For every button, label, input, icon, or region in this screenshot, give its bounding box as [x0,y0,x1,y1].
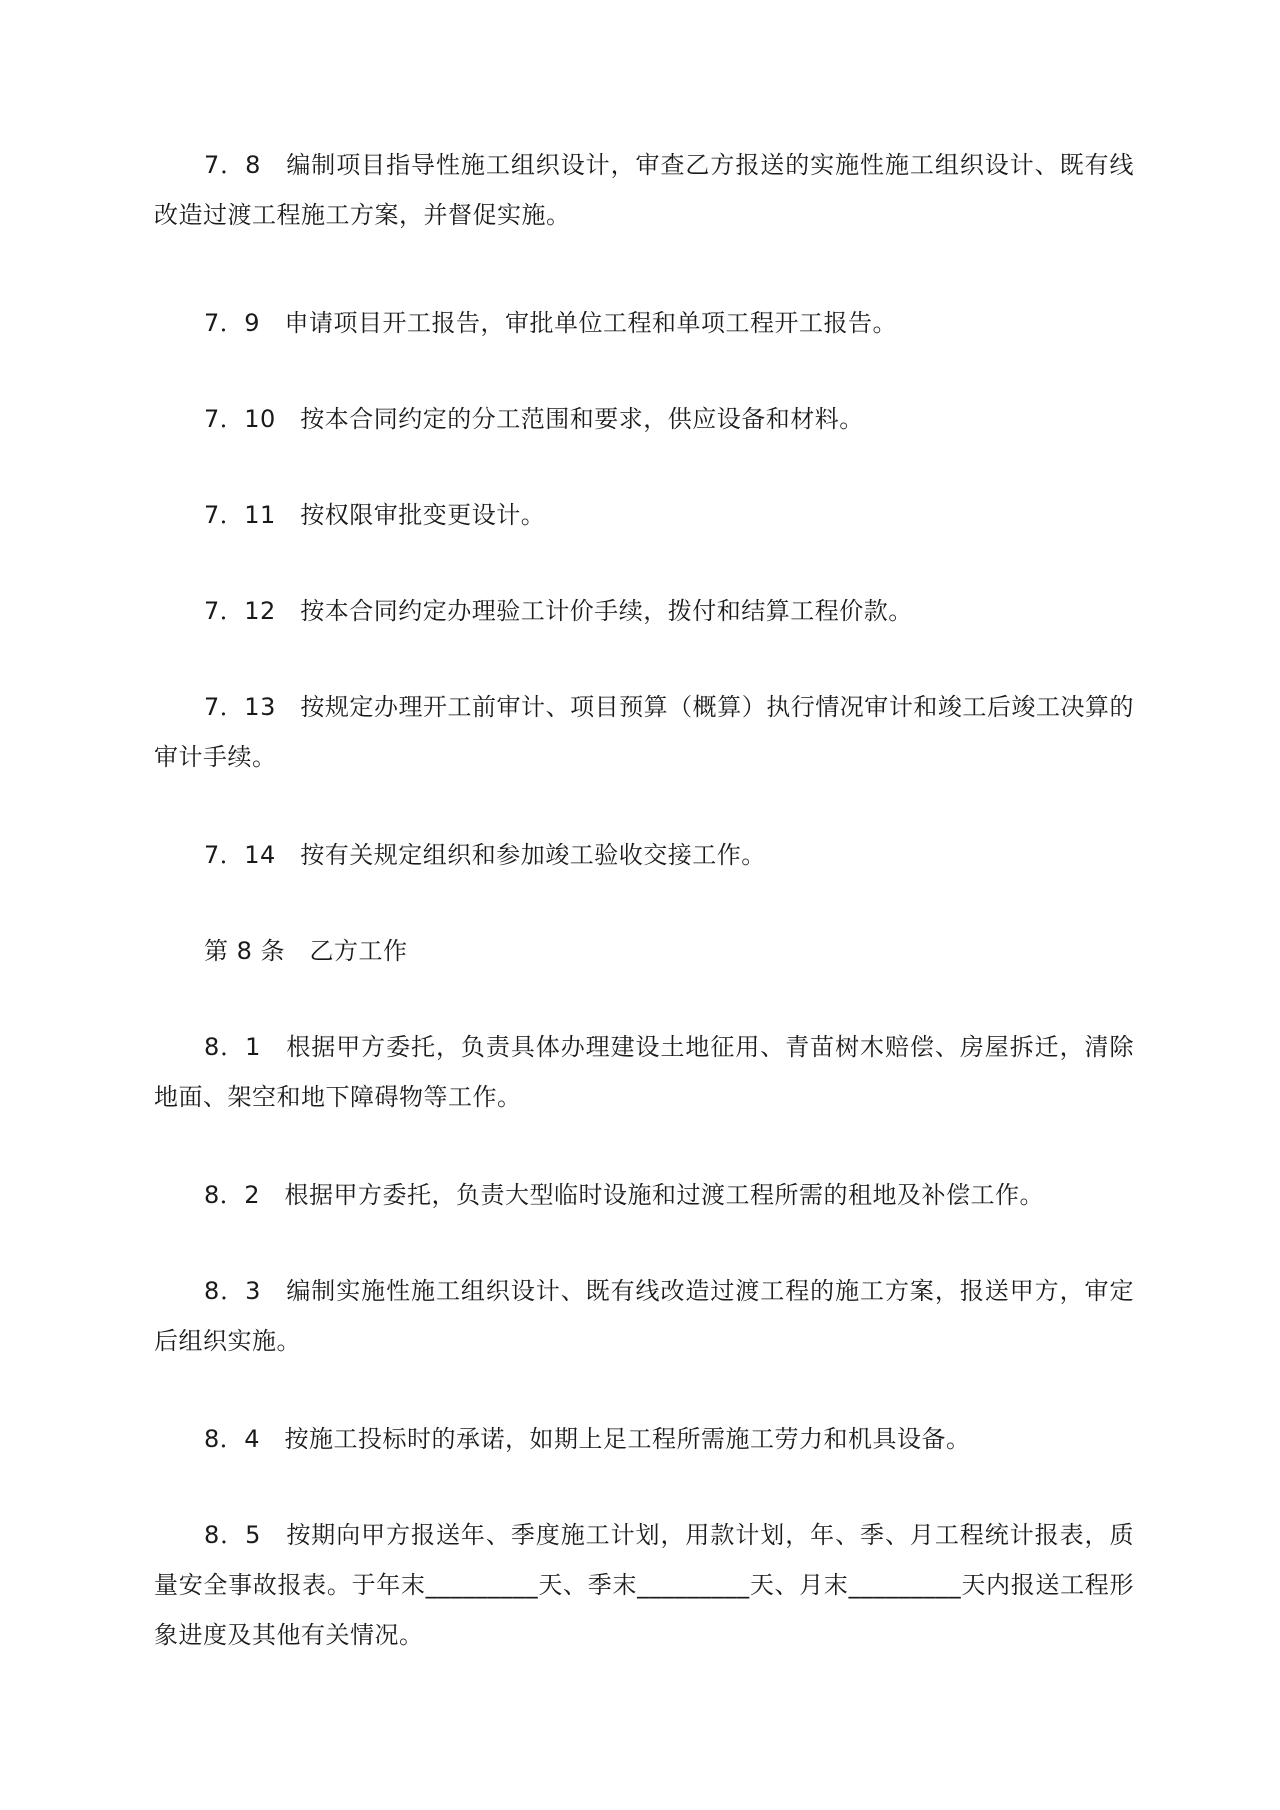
paragraph-7-12: 7．12 按本合同约定办理验工计价手续，拨付和结算工程价款。 [204,597,913,625]
paragraph-8-4: 8．4 按施工投标时的承诺，如期上足工程所需施工劳力和机具设备。 [204,1425,971,1453]
paragraph-8-5: 8．5 按期向甲方报送年、季度施工计划，用款计划，年、季、月工程统计报表，质量安全事故报表。于年末_________天、季末_________天、月末_________天内报送工程形象进度及其他有关情况。 [154,1521,1134,1649]
paragraph-7-8: 7．8 编制项目指导性施工组织设计，审查乙方报送的实施性施工组织设计、既有线改造过渡工程施工方案，并督促实施。 [154,151,1134,229]
paragraph-8-1: 8．1 根据甲方委托，负责具体办理建设土地征用、青苗树木赔偿、房屋拆迁，清除地面、架空和地下障碍物等工作。 [154,1033,1134,1111]
paragraph-7-11: 7．11 按权限审批变更设计。 [204,501,546,529]
article-8-heading: 第 8 条 乙方工作 [204,937,408,965]
paragraph-7-13: 7．13 按规定办理开工前审计、项目预算（概算）执行情况审计和竣工后竣工决算的审计手续。 [154,693,1134,771]
paragraph-7-14: 7．14 按有关规定组织和参加竣工验收交接工作。 [204,841,766,869]
paragraph-8-2: 8．2 根据甲方委托，负责大型临时设施和过渡工程所需的租地及补偿工作。 [204,1181,1045,1209]
paragraph-7-10: 7．10 按本合同约定的分工范围和要求，供应设备和材料。 [204,405,864,433]
paragraph-7-9: 7．9 申请项目开工报告，审批单位工程和单项工程开工报告。 [204,309,898,337]
paragraph-8-3: 8．3 编制实施性施工组织设计、既有线改造过渡工程的施工方案，报送甲方，审定后组织实施。 [154,1277,1134,1355]
